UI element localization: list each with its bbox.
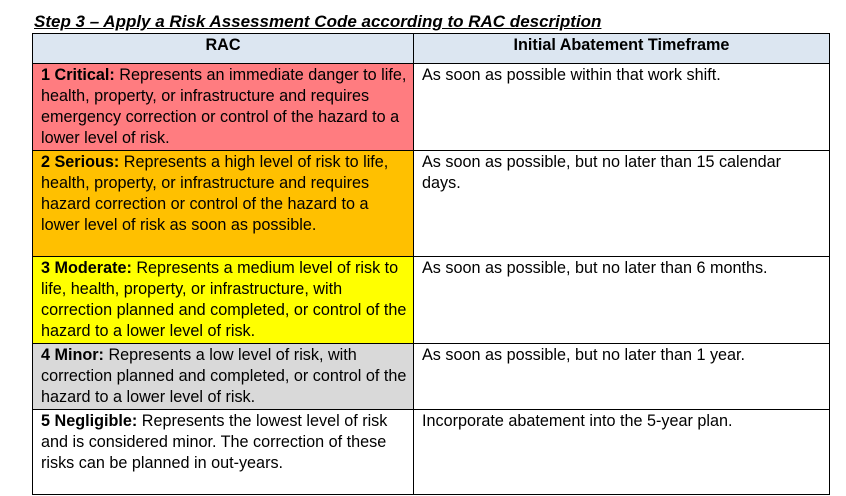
timeframe-cell-minor: As soon as possible, but no later than 1 year. bbox=[414, 344, 830, 410]
rac-level-label: 4 Minor: bbox=[41, 346, 104, 364]
table-row-moderate bbox=[33, 257, 830, 344]
rac-description: Represents a low level of risk, with correction planned and completed, or control of the hazard to a lower level of risk. bbox=[41, 346, 407, 406]
rac-cell-serious bbox=[33, 151, 414, 257]
timeframe-cell-serious: As soon as possible, but no later than 15 calendar days. bbox=[414, 151, 830, 257]
table-row-minor bbox=[33, 344, 830, 410]
timeframe-cell-negligible: Incorporate abatement into the 5-year plan. bbox=[414, 410, 830, 495]
header-abatement-timeframe: Initial Abatement Timeframe bbox=[414, 34, 830, 64]
rac-cell-moderate bbox=[33, 257, 414, 344]
rac-level-label: 5 Negligible: bbox=[41, 412, 138, 430]
table-row-critical bbox=[33, 64, 830, 151]
rac-description: Represents a high level of risk to life, health, property, or infrastructure and requires hazard correction or control of the hazard to a lower level of risk as soon as possible. bbox=[41, 153, 389, 234]
rac-description: Represents the lowest level of risk and is considered minor. The correction of these risks can be planned in out-years. bbox=[41, 412, 388, 472]
timeframe-cell-critical: As soon as possible within that work shift. bbox=[414, 64, 830, 151]
page-title: Step 3 – Apply a Risk Assessment Code according to RAC description bbox=[34, 12, 602, 31]
rac-table bbox=[32, 33, 830, 495]
rac-cell-negligible bbox=[33, 410, 414, 495]
table-row-serious bbox=[33, 151, 830, 257]
rac-description: Represents a medium level of risk to life, health, property, or infrastructure, with correction planned and completed, or control of the hazard to a lower level of risk. bbox=[41, 259, 407, 340]
header-rac: RAC bbox=[33, 34, 414, 64]
rac-level-label: 3 Moderate: bbox=[41, 259, 132, 277]
rac-level-label: 2 Serious: bbox=[41, 153, 120, 171]
timeframe-cell-moderate: As soon as possible, but no later than 6 months. bbox=[414, 257, 830, 344]
table-header-row bbox=[33, 34, 830, 64]
rac-level-label: 1 Critical: bbox=[41, 66, 115, 84]
rac-cell-minor bbox=[33, 344, 414, 410]
rac-cell-critical bbox=[33, 64, 414, 151]
table-row-negligible bbox=[33, 410, 830, 495]
rac-description: Represents an immediate danger to life, health, property, or infrastructure and requires emergency correction or control of the hazard to a lower level of risk. bbox=[41, 66, 407, 147]
